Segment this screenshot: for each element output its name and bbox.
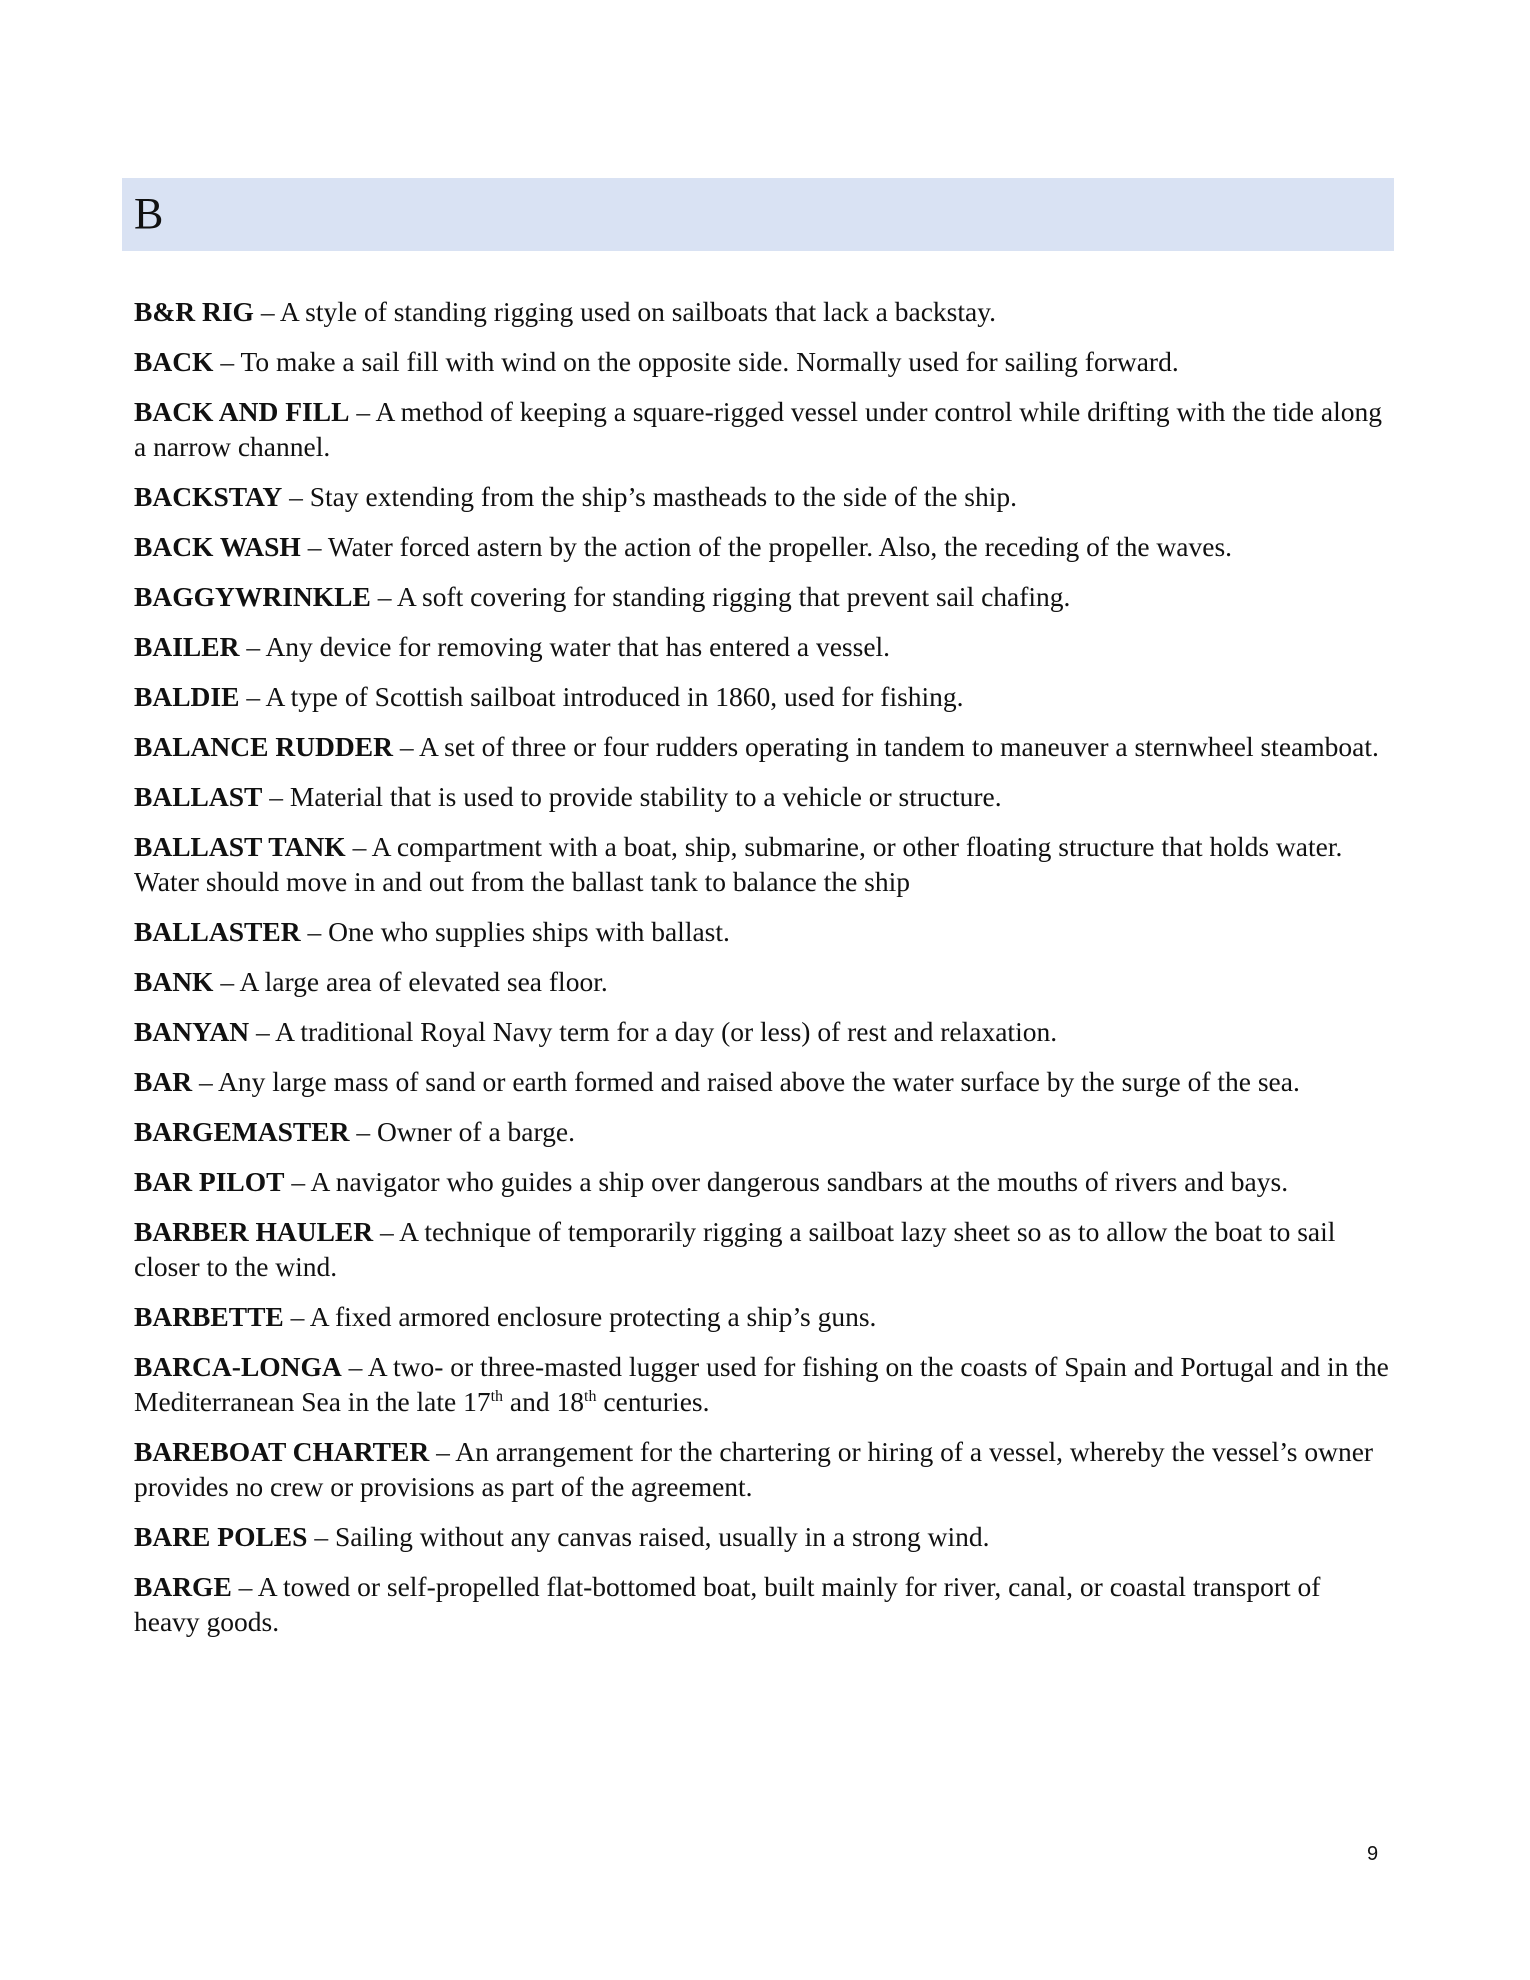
superscript: th	[490, 1387, 504, 1405]
glossary-entry: BARE POLES – Sailing without any canvas raised, usually in a strong wind.	[134, 1521, 990, 1552]
section-header	[122, 178, 1394, 251]
superscript: th	[584, 1387, 597, 1405]
entry-term: BARE POLES	[134, 1521, 308, 1552]
entry-definition: A compartment with a boat, ship, submarine, or other floating structure that holds water. Water should move in and out from the ballast tank to balance the ship	[134, 831, 1343, 897]
entry-term: BAREBOAT CHARTER	[134, 1436, 430, 1467]
entry-term: BALLAST TANK	[134, 831, 346, 862]
glossary-entry: BANYAN – A traditional Royal Navy term for a day (or less) of rest and relaxation.	[134, 1016, 1058, 1047]
entry-term: BANK	[134, 966, 214, 997]
entry-definition: To make a sail fill with wind on the opposite side. Normally used for sailing forward.	[240, 346, 1179, 377]
glossary-entry: BARBETTE – A fixed armored enclosure protecting a ship’s guns.	[134, 1301, 877, 1332]
glossary-entry: BAGGYWRINKLE – A soft covering for standing rigging that prevent sail chafing.	[134, 581, 1071, 612]
entry-term: BAILER	[134, 631, 240, 662]
entry-term: BANYAN	[134, 1016, 250, 1047]
entry-term: BAR PILOT	[134, 1166, 285, 1197]
glossary-entry: BALDIE – A type of Scottish sailboat introduced in 1860, used for fishing.	[134, 681, 964, 712]
glossary-entry: BACK WASH – Water forced astern by the action of the propeller. Also, the receding of the waves.	[134, 531, 1233, 562]
entry-term: BARBETTE	[134, 1301, 284, 1332]
entry-term: BAGGYWRINKLE	[134, 581, 371, 612]
glossary-entry: B&R RIG – A style of standing rigging used on sailboats that lack a backstay.	[134, 296, 997, 327]
entry-definition: Owner of a barge.	[376, 1116, 575, 1147]
glossary-entry: BAILER – Any device for removing water that has entered a vessel.	[134, 631, 891, 662]
entry-definition: One who supplies ships with ballast.	[328, 916, 730, 947]
entry-definition: A two- or three-masted lugger used for fishing on the coasts of Spain and Portugal and in the Mediterranean Sea in the late 17	[134, 1351, 1389, 1417]
entry-definition: centuries.	[596, 1386, 710, 1417]
glossary-entry: BAR PILOT – A navigator who guides a ship over dangerous sandbars at the mouths of rivers and bays.	[134, 1166, 1289, 1197]
entry-definition: A set of three or four rudders operating in tandem to maneuver a sternwheel steamboat.	[418, 731, 1379, 762]
entry-term: BALDIE	[134, 681, 240, 712]
entry-term: BARCA-LONGA	[134, 1351, 342, 1382]
entry-term: BARBER HAULER	[134, 1216, 374, 1247]
entry-definition: A technique of temporarily rigging a sailboat lazy sheet so as to allow the boat to sail closer to the wind.	[134, 1216, 1336, 1282]
entry-definition: A type of Scottish sailboat introduced in 1860, used for fishing.	[265, 681, 964, 712]
entry-term: BACK	[134, 346, 214, 377]
entry-term: BALLAST	[134, 781, 263, 812]
entry-definition: A towed or self-propelled flat-bottomed boat, built mainly for river, canal, or coastal transport of heavy goods.	[134, 1571, 1321, 1637]
glossary-entry: BARGE – A towed or self-propelled flat-bottomed boat, built mainly for river, canal, or coastal transport of heavy goods.	[134, 1571, 1321, 1637]
entry-term: BAR	[134, 1066, 193, 1097]
entry-term: BALANCE RUDDER	[134, 731, 393, 762]
glossary-entry: BALANCE RUDDER – A set of three or four rudders operating in tandem to maneuver a sternwheel steamboat.	[134, 731, 1379, 762]
glossary-entries	[134, 294, 1390, 1654]
entry-term: BACKSTAY	[134, 481, 283, 512]
page-number: 9	[1367, 1843, 1379, 1865]
glossary-entry: BARBER HAULER – A technique of temporarily rigging a sailboat lazy sheet so as to allow the boat to sail closer to the wind.	[134, 1216, 1336, 1282]
entry-definition: Water forced astern by the action of the propeller. Also, the receding of the waves.	[327, 531, 1233, 562]
entry-definition: An arrangement for the chartering or hiring of a vessel, whereby the vessel’s owner provides no crew or provisions as part of the agreement.	[134, 1436, 1374, 1502]
entry-definition: A soft covering for standing rigging that prevent sail chafing.	[396, 581, 1071, 612]
entry-definition: A navigator who guides a ship over dangerous sandbars at the mouths of rivers and bays.	[310, 1166, 1289, 1197]
entry-definition: A method of keeping a square-rigged vessel under control while drifting with the tide along a narrow channel.	[134, 396, 1382, 462]
entry-term: BACK WASH	[134, 531, 301, 562]
section-letter: B	[134, 189, 164, 238]
entry-term: BARGE	[134, 1571, 232, 1602]
glossary-entry: BACKSTAY – Stay extending from the ship’s mastheads to the side of the ship.	[134, 481, 1018, 512]
glossary-entry: BAR – Any large mass of sand or earth formed and raised above the water surface by the surge of the sea.	[134, 1066, 1300, 1097]
glossary-entry: BAREBOAT CHARTER – An arrangement for the chartering or hiring of a vessel, whereby the vessel’s owner provides no crew or provisions as part of the agreement.	[134, 1436, 1374, 1502]
glossary-entry: BALLASTER – One who supplies ships with ballast.	[134, 916, 730, 947]
glossary-entry: BALLAST TANK – A compartment with a boat, ship, submarine, or other floating structure that holds water. Water should move in and out from the ballast tank to balance the ship	[134, 831, 1343, 897]
glossary-entry: BARCA-LONGA – A two- or three-masted lugger used for fishing on the coasts of Spain and Portugal and in the Mediterranean Sea in the late 17th and 18th centuries.	[134, 1351, 1389, 1417]
entry-definition: A fixed armored enclosure protecting a ship’s guns.	[309, 1301, 877, 1332]
glossary-entry: BANK – A large area of elevated sea floor.	[134, 966, 608, 997]
entry-term: BACK AND FILL	[134, 396, 350, 427]
glossary-entry: BARGEMASTER – Owner of a barge.	[134, 1116, 575, 1147]
entry-definition: and 18	[503, 1386, 585, 1417]
glossary-entry: BACK AND FILL – A method of keeping a square-rigged vessel under control while drifting with the tide along a narrow channel.	[134, 396, 1382, 462]
entry-definition: A large area of elevated sea floor.	[239, 966, 608, 997]
entry-definition: A style of standing rigging used on sailboats that lack a backstay.	[279, 296, 997, 327]
entry-definition: Stay extending from the ship’s mastheads to the side of the ship.	[309, 481, 1018, 512]
entry-term: BALLASTER	[134, 916, 301, 947]
entry-definition: Any large mass of sand or earth formed and raised above the water surface by the surge of the sea.	[218, 1066, 1300, 1097]
entry-definition: A traditional Royal Navy term for a day (or less) of rest and relaxation.	[275, 1016, 1058, 1047]
entry-term: BARGEMASTER	[134, 1116, 350, 1147]
glossary-entry: BACK – To make a sail fill with wind on the opposite side. Normally used for sailing forward.	[134, 346, 1179, 377]
entry-term: B&R RIG	[134, 296, 254, 327]
entry-definition: Material that is used to provide stability to a vehicle or structure.	[289, 781, 1002, 812]
entry-definition: Sailing without any canvas raised, usually in a strong wind.	[334, 1521, 990, 1552]
entry-definition: Any device for removing water that has entered a vessel.	[265, 631, 891, 662]
glossary-entry: BALLAST – Material that is used to provide stability to a vehicle or structure.	[134, 781, 1002, 812]
